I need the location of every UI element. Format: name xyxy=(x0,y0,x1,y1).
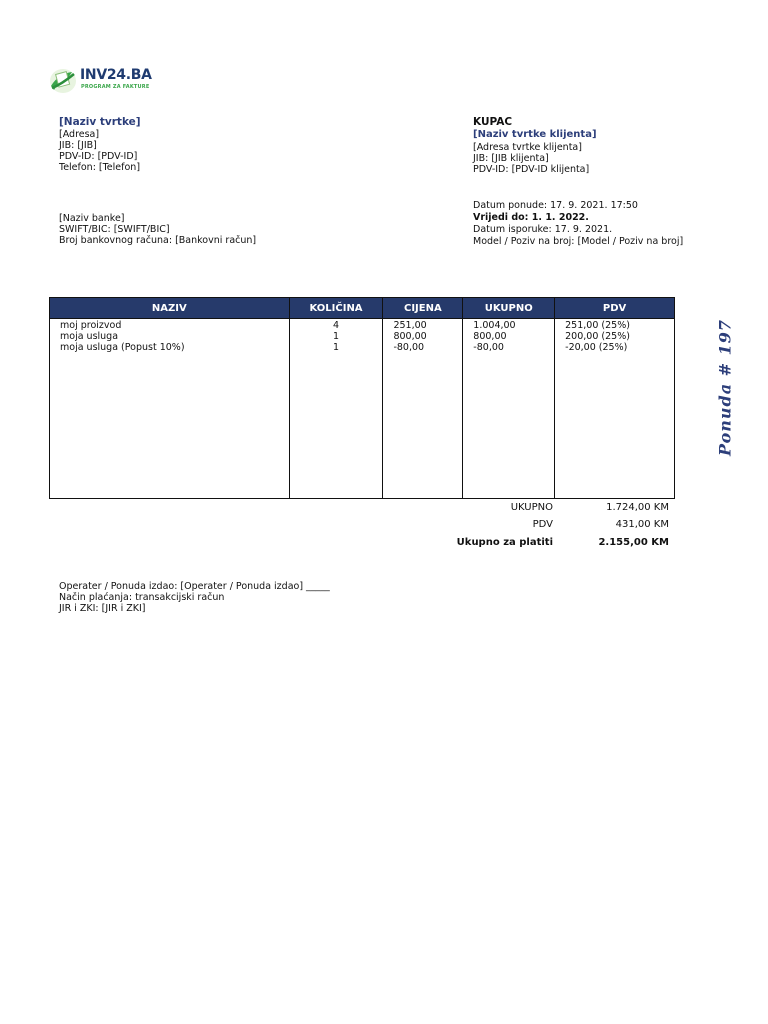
buyer-name: [Naziv tvrtke klijenta] xyxy=(473,129,597,140)
col-ukupno xyxy=(463,319,555,499)
delivery-date: Datum isporuke: 17. 9. 2021. xyxy=(473,224,613,235)
table-body xyxy=(50,319,675,499)
buyer-address: [Adresa tvrtke klijenta] xyxy=(473,142,582,153)
seller-address: [Adresa] xyxy=(59,129,100,140)
jir-zki: JIR i ZKI: [JIR i ZKI] xyxy=(59,603,146,614)
dates-block xyxy=(473,200,683,248)
seller-pdv-id: PDV-ID: [PDV-ID] xyxy=(59,151,138,162)
table-cell: moja usluga (Popust 10%) xyxy=(60,342,185,353)
table-cell: moj proizvod xyxy=(60,320,122,331)
seller-block xyxy=(59,116,141,173)
table-cell: moja usluga xyxy=(60,331,119,342)
header-kolicina: KOLIČINA xyxy=(289,298,383,319)
buyer-heading: KUPAC xyxy=(473,116,513,128)
table-cell: 800,00 xyxy=(393,331,427,342)
grand-total-label: Ukupno za platiti xyxy=(456,537,553,548)
bank-account: Broj bankovnog računa: [Bankovni račun] xyxy=(59,235,257,246)
table-header-row xyxy=(50,298,675,319)
col-naziv xyxy=(50,319,290,499)
grand-total-value: 2.155,00 KM xyxy=(598,537,669,548)
header-ukupno: UKUPNO xyxy=(463,298,555,319)
document-title: Ponuda # 197 xyxy=(715,318,735,457)
items-table xyxy=(49,297,675,499)
payment-model: Model / Poziv na broj: [Model / Poziv na broj] xyxy=(473,236,684,247)
table-cell: 800,00 xyxy=(473,331,507,342)
seller-jib: JIB: [JIB] xyxy=(59,140,97,151)
bank-swift: SWIFT/BIC: [SWIFT/BIC] xyxy=(59,224,170,235)
table-cell: 251,00 xyxy=(393,320,427,331)
table-cell: 251,00 (25%) xyxy=(565,320,630,331)
valid-until: Vrijedi do: 1. 1. 2022. xyxy=(473,212,589,223)
vat-label: PDV xyxy=(532,519,553,530)
seller-name: [Naziv tvrtke] xyxy=(59,116,141,128)
subtotal-label: UKUPNO xyxy=(510,502,553,513)
col-pdv xyxy=(555,319,675,499)
col-kolicina xyxy=(289,319,383,499)
table-cell: 1.004,00 xyxy=(473,320,516,331)
header-cijena: CIJENA xyxy=(383,298,463,319)
logo-icon xyxy=(48,66,78,96)
bank-block xyxy=(59,213,256,246)
table-cell: 200,00 (25%) xyxy=(565,331,630,342)
buyer-block xyxy=(473,116,597,175)
buyer-pdv-id: PDV-ID: [PDV-ID klijenta] xyxy=(473,164,590,175)
table-cell: 1 xyxy=(332,331,340,342)
footer-block xyxy=(59,581,330,614)
table-cell: 4 xyxy=(332,320,340,331)
payment-method: Način plaćanja: transakcijski račun xyxy=(59,592,225,603)
seller-phone: Telefon: [Telefon] xyxy=(59,162,141,173)
table-cell: -80,00 xyxy=(393,342,425,353)
logo-text: INV24.BA xyxy=(80,67,152,83)
vat-value: 431,00 KM xyxy=(615,519,669,530)
logo-subtext: PROGRAM ZA FAKTURE xyxy=(81,84,150,90)
company-logo xyxy=(48,64,158,96)
buyer-jib: JIB: [JIB klijenta] xyxy=(473,153,549,164)
subtotal-value: 1.724,00 KM xyxy=(606,502,669,513)
bank-name: [Naziv banke] xyxy=(59,213,125,224)
offer-date: Datum ponude: 17. 9. 2021. 17:50 xyxy=(473,200,638,211)
table-cell: -20,00 (25%) xyxy=(565,342,628,353)
col-cijena xyxy=(383,319,463,499)
table-cell: 1 xyxy=(332,342,340,353)
operator-line: Operater / Ponuda izdao: [Operater / Ponuda izdao] _____ xyxy=(59,581,330,592)
header-pdv: PDV xyxy=(555,298,675,319)
table-cell: -80,00 xyxy=(473,342,504,353)
header-naziv: NAZIV xyxy=(50,298,290,319)
